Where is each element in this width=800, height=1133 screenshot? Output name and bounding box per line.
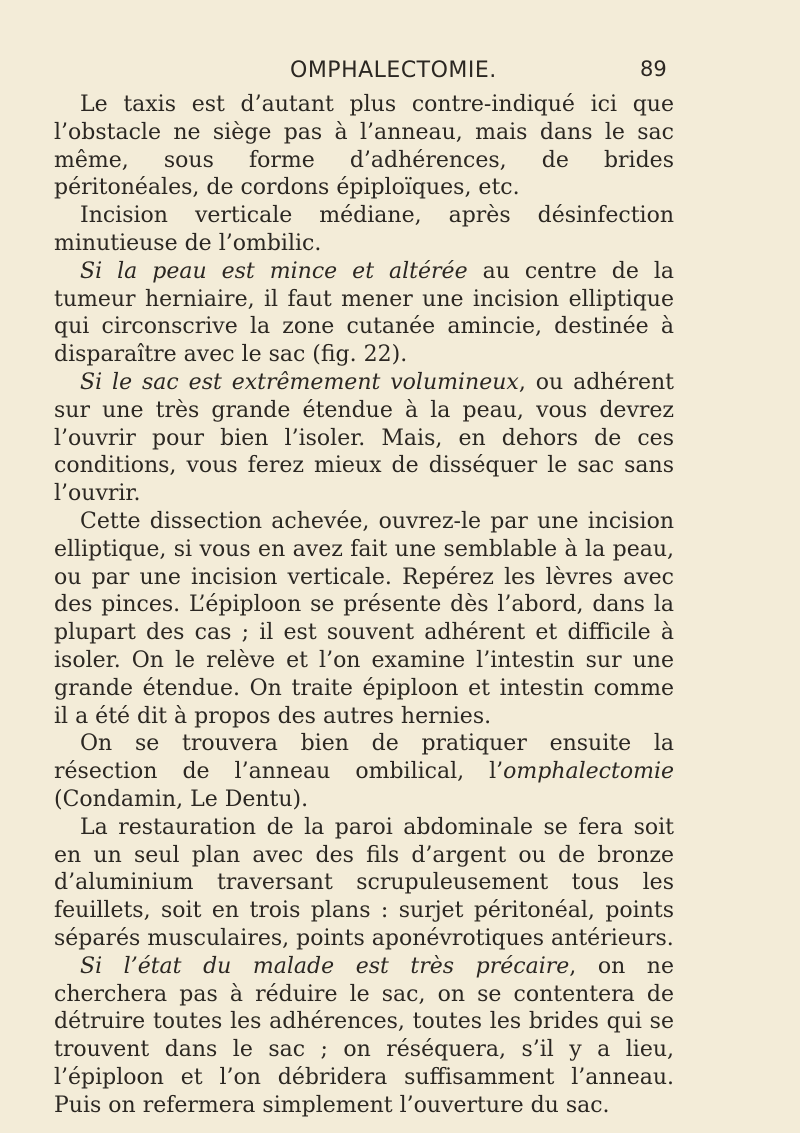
paragraph-sac-volumineux [54,369,674,508]
italic-lead: Si la peau est mince et altérée [80,258,468,284]
paragraph-incision [54,202,674,258]
paragraph-text: (Condamin, Le Dentu). [54,786,309,812]
paragraph-text: Le taxis est d’autant plus contre-indiqué ici que l’obstacle ne siège pas à l’anneau, mais dans le sac même, sous forme d’adhérences, de brides péritonéales, de cordons épiploïques, etc. [54,92,674,201]
paragraph-resection [54,730,674,813]
paragraph-dissection [54,508,674,730]
paragraph-text: , on ne cherchera pas à réduire le sac, on se contentera de détruire toutes les adhérences, toutes les brides qui se trouvent dans le sac ; on réséquera, s’il y a lieu, l’épiploon et l’on débridera suffisamment l’anneau. Puis on refermera simplement l’ouverture du sac. [54,953,674,1118]
paragraph-etat-precaire [54,953,674,1120]
paragraph-taxis [54,91,674,202]
paragraph-peau-mince [54,258,674,369]
italic-lead: Si l’état du malade est très précaire [80,953,570,979]
running-head: OMPHALECTOMIE. [290,58,497,83]
paragraph-text: Incision verticale médiane, après désinfection minutieuse de l’ombilic. [54,203,674,256]
paragraph-text: La restauration de la paroi abdominale se fera soit en un seul plan avec des fils d’argent ou de bronze d’aluminium traversant scrupuleusement tous les feuillets, soit en trois plans : surjet péritonéal, points séparés musculaires, points aponévrotiques antérieurs. [54,814,674,951]
paragraph-text: On se trouvera bien de pratiquer ensuite la résection de l’anneau ombilical, l’ [54,731,674,785]
paragraph-text: au centre de la tumeur herniaire, il faut mener une incision elliptique qui circonscrive la zone cutanée amincie, destinée à disparaître avec le sac (fig. 22). [54,258,674,368]
body-text [54,91,674,1119]
italic-term: omphalectomie [503,759,674,785]
page-number: 89 [640,57,667,81]
paragraph-text: Cette dissection achevée, ouvrez-le par une incision elliptique, si vous en avez fait une semblable à la peau, ou par une incision verticale. Repérez les lèvres avec des pinces. L’épiploon se présente dès l’abord, dans la plupart des cas ; il est souvent adhérent et difficile à isoler. On le relève et l’on examine l’intestin sur une grande étendue. On traite épiploon et intestin comme il a été dit à propos des autres hernies. [54,508,674,729]
paragraph-text: , ou adhérent sur une très grande étendue à la peau, vous devrez l’ouvrir pour bien l’isoler. Mais, en dehors de ces conditions, vous ferez mieux de disséquer le sac sans l’ouvrir. [54,369,675,507]
paragraph-restauration [54,814,674,953]
italic-lead: Si le sac est extrêmement volumineux [80,369,519,395]
